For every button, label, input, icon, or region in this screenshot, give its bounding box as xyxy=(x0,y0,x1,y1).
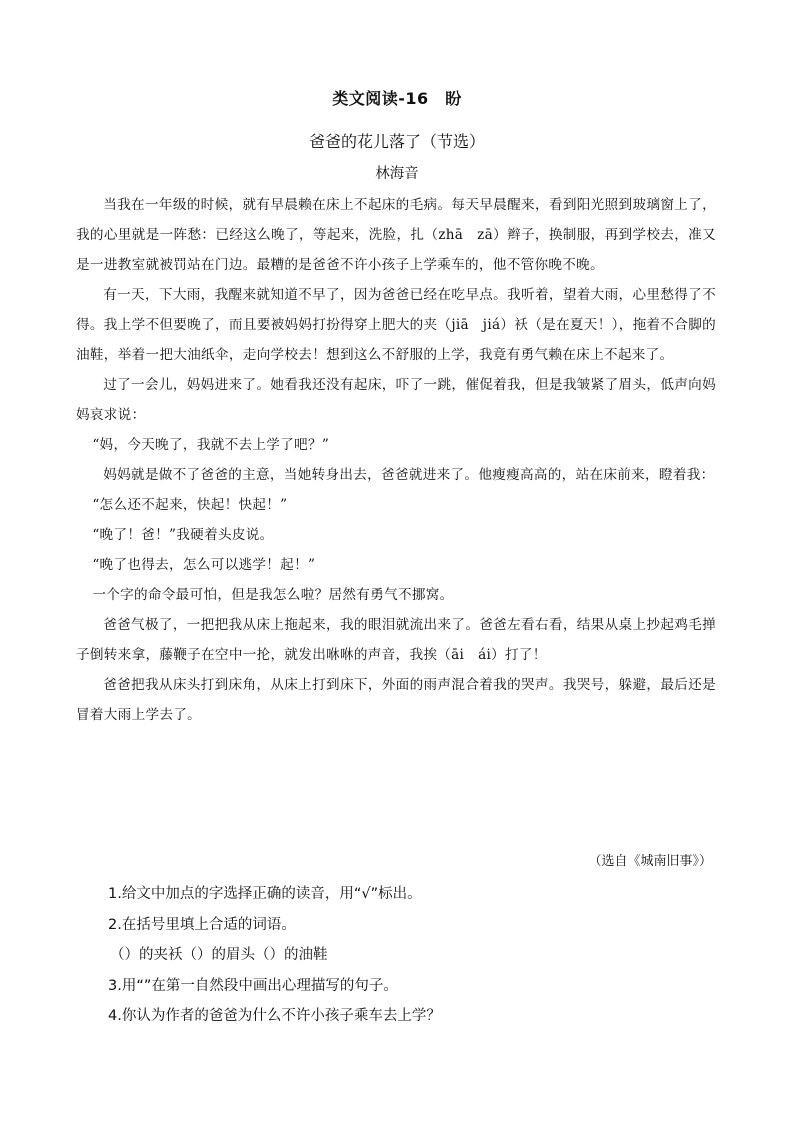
paragraph: 有一天，下大雨，我醒来就知道不早了，因为爸爸已经在吃早点。我听着，望着大雨，心里愁得了不得。我上学不但要晚了，而且要被妈妈打扮得穿上肥大的夹（jiā jiá）袄（是在夏天！），拖着不合脚的油鞋，举着一把大油纸伞，走向学校去！想到这么不舒服的上学，我竟有勇气赖在床上不起来了。 xyxy=(76,287,716,363)
passage-title: 爸爸的花儿落了（节选） xyxy=(308,132,485,151)
dialog-line: “怎么还不起来，快起！快起！” xyxy=(92,497,288,513)
passage-source: （选自《城南旧事》） xyxy=(588,854,712,869)
paragraph: 过了一会儿，妈妈进来了。她看我还没有起床，吓了一跳，催促着我，但是我皱紧了眉头，低声向妈妈哀求说： xyxy=(76,377,716,423)
paragraph: 爸爸气极了，一把把我从床上拖起来，我的眼泪就流出来了。爸爸左看右看，结果从桌上抄起鸡毛掸子倒转来拿，藤鞭子在空中一抡，就发出咻咻的声音，我挨（āi ái）打了！ xyxy=(76,617,716,663)
question-item: 3.用“”在第一自然段中画出心理描写的句子。 xyxy=(108,977,398,994)
fill-blank-line: （）的夹袄（）的眉头（）的油鞋 xyxy=(110,947,328,963)
question-item: 1.给文中加点的字选择正确的读音，用“√”标出。 xyxy=(108,886,422,902)
question-list xyxy=(108,879,708,1032)
passage-author: 林海音 xyxy=(375,166,419,182)
paragraph: 爸爸把我从床头打到床角，从床上打到床下，外面的雨声混合着我的哭声。我哭号，躲避，最后还是冒着大雨上学去了。 xyxy=(76,677,716,723)
paragraph: 妈妈就是做不了爸爸的主意，当她转身出去，爸爸就进来了。他瘦瘦高高的，站在床前来，瞪着我： xyxy=(103,467,715,483)
paragraph: 当我在一年级的时候，就有早晨赖在床上不起床的毛病。每天早晨醒来，看到阳光照到玻璃窗上了，我的心里就是一阵愁：已经这么晚了，等起来，洗脸，扎（zhā zā）辫子，换制服，再到学校去，准又是一进教室就被罚站在门边。最糟的是爸爸不许小孩子上学乘车的，他不管你晚不晚。 xyxy=(76,197,716,273)
dialog-line: “妈，今天晚了，我就不去上学了吧？” xyxy=(92,437,330,453)
worksheet-title: 类文阅读-16 盼 xyxy=(332,89,462,108)
dialog-line: 一个字的命令最可怕，但是我怎么啦？居然有勇气不挪窝。 xyxy=(92,587,454,603)
question-item: 4.你认为作者的爸爸为什么不许小孩子乘车去上学？ xyxy=(108,1008,441,1024)
passage-body xyxy=(76,190,716,730)
dialog-line: “晚了！爸！”我硬着头皮说。 xyxy=(92,527,274,543)
question-item: 2.在括号里填上合适的词语。 xyxy=(108,916,296,933)
dialog-line: “晚了也得去，怎么可以逃学！起！” xyxy=(92,557,316,573)
